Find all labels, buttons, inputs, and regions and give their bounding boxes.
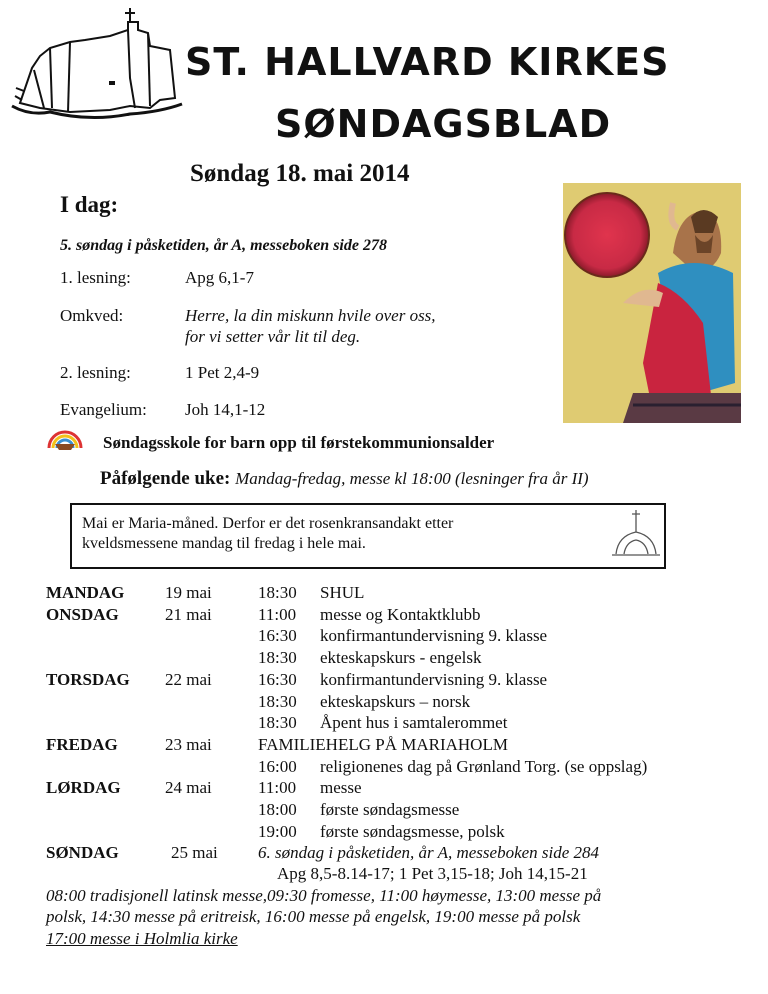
schedule-date: 19 mai bbox=[165, 583, 212, 602]
sunday-school-notice: Søndagsskole for barn opp til førstekommunionsalder bbox=[103, 433, 495, 452]
reading-text: 1 Pet 2,4-9 bbox=[185, 363, 260, 382]
today-heading: I dag: bbox=[60, 192, 119, 217]
schedule-date: 22 mai bbox=[165, 669, 212, 689]
schedule-day: ONSDAG bbox=[46, 604, 119, 624]
rainbow-ark-icon bbox=[45, 422, 85, 452]
schedule-event: ekteskapskurs - engelsk bbox=[320, 648, 482, 668]
schedule-time: 16:30 bbox=[258, 669, 297, 689]
sunday-masses: polsk, 14:30 messe på eritreisk, 16:00 messe på engelsk, 19:00 messe på polsk bbox=[46, 907, 581, 926]
schedule-event: FAMILIEHELG PÅ MARIAHOLM bbox=[258, 734, 508, 754]
schedule-time: 11:00 bbox=[258, 778, 297, 798]
schedule-event: første søndagsmesse, polsk bbox=[320, 821, 505, 841]
reading-text: for vi setter vår lit til deg. bbox=[185, 327, 361, 346]
schedule-event: ekteskapskurs – norsk bbox=[320, 691, 471, 711]
schedule-event: konfirmantundervisning 9. klasse bbox=[320, 669, 548, 689]
reading-text: Apg 6,1-7 bbox=[185, 268, 254, 287]
issue-date: Søndag 18. mai 2014 bbox=[190, 160, 410, 187]
schedule-day: MANDAG bbox=[46, 583, 125, 602]
schedule-time: 18:30 bbox=[258, 648, 297, 668]
reading-text: Joh 14,1-12 bbox=[185, 400, 266, 419]
sunday-title: 6. søndag i påsketiden, år A, messeboken side 284 bbox=[258, 843, 600, 862]
reading-label: 1. lesning: bbox=[60, 268, 131, 287]
schedule-event: konfirmantundervisning 9. klasse bbox=[320, 626, 548, 646]
next-week-text: Mandag-fredag, messe kl 18:00 (lesninger fra år II) bbox=[235, 469, 589, 488]
reading-text: Herre, la din miskunn hvile over oss, bbox=[185, 306, 436, 325]
schedule-time: 18:00 bbox=[258, 800, 297, 819]
maria-month-notice bbox=[70, 503, 666, 569]
schedule-time: 18:30 bbox=[258, 713, 297, 733]
schedule-date: 25 mai bbox=[171, 843, 218, 862]
schedule-event: messe og Kontaktklubb bbox=[320, 604, 481, 624]
reading-label: 2. lesning: bbox=[60, 363, 131, 382]
schedule-time: 16:00 bbox=[258, 756, 297, 776]
newsletter-title-line1: ST. HALLVARD KIRKES bbox=[185, 40, 670, 84]
notice-line: kveldsmessene mandag til fredag i hele mai. bbox=[82, 535, 366, 552]
schedule-time: 11:00 bbox=[258, 604, 297, 624]
reading-label: Omkved: bbox=[60, 306, 124, 325]
next-week-label: Påfølgende uke: bbox=[100, 468, 231, 489]
schedule-date: 23 mai bbox=[165, 734, 212, 754]
schedule-event: religionenes dag på Grønland Torg. (se oppslag) bbox=[320, 756, 648, 776]
sunday-readings: Apg 8,5-8.14-17; 1 Pet 3,15-18; Joh 14,15-21 bbox=[277, 864, 588, 883]
schedule-day: TORSDAG bbox=[46, 669, 130, 689]
church-logo bbox=[10, 8, 185, 126]
schedule-day: LØRDAG bbox=[46, 778, 121, 798]
reading-label: Evangelium: bbox=[60, 400, 147, 419]
schedule-date: 24 mai bbox=[165, 778, 212, 798]
chapel-icon bbox=[610, 508, 662, 560]
schedule-time: 18:30 bbox=[258, 583, 297, 602]
schedule-date: 21 mai bbox=[165, 604, 212, 624]
christ-painting bbox=[563, 183, 741, 423]
schedule-day: FREDAG bbox=[46, 734, 118, 754]
next-week bbox=[100, 468, 589, 490]
schedule-time: 19:00 bbox=[258, 821, 297, 841]
schedule-time: 18:30 bbox=[258, 691, 297, 711]
schedule-event: Åpent hus i samtalerommet bbox=[320, 713, 508, 733]
schedule-event: SHUL bbox=[320, 583, 365, 602]
sunday-masses: 08:00 tradisjonell latinsk messe,09:30 fromesse, 11:00 høymesse, 13:00 messe på bbox=[46, 886, 602, 905]
schedule-day: SØNDAG bbox=[46, 843, 119, 862]
notice-line: Mai er Maria-måned. Derfor er det rosenkransandakt etter bbox=[82, 515, 454, 532]
newsletter-title-line2: SØNDAGSBLAD bbox=[275, 102, 612, 146]
liturgy-subtitle: 5. søndag i påsketiden, år A, messeboken side 278 bbox=[60, 237, 387, 254]
schedule-event: første søndagsmesse bbox=[320, 800, 460, 819]
notice-text bbox=[82, 514, 582, 554]
schedule-time: 16:30 bbox=[258, 626, 297, 646]
schedule-event: messe bbox=[320, 778, 362, 798]
holmlia-mass: 17:00 messe i Holmlia kirke bbox=[46, 929, 238, 948]
